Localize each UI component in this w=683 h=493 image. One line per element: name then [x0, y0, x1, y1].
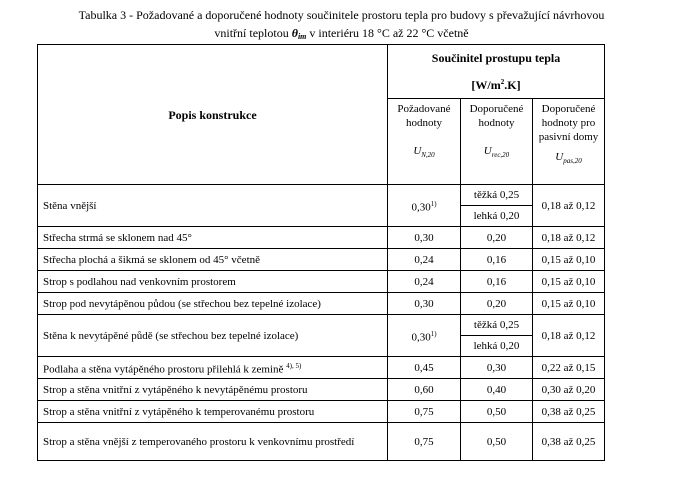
row-passive: 0,38 až 0,25 [533, 423, 605, 461]
row-required: 0,24 [388, 271, 461, 293]
row-passive: 0,18 až 0,12 [533, 227, 605, 249]
footnote-ref: 1) [430, 199, 437, 208]
value-heavy: těžká 0,25 [461, 315, 532, 336]
row-recommended: 0,20 [461, 293, 533, 315]
table-caption [0, 6, 683, 46]
header-row-1 [38, 45, 605, 99]
row-popis: Strop a stěna vnitřní z vytápěného k temperovanému prostoru [38, 401, 388, 423]
row-passive: 0,18 až 0,12 [533, 315, 605, 357]
row-passive: 0,15 až 0,10 [533, 249, 605, 271]
row-required [388, 315, 461, 357]
footnote-ref: 1) [430, 329, 437, 338]
row-recommended: 0,50 [461, 423, 533, 461]
row-popis: Strop pod nevytápěnou půdou (se střechou bez tepelné izolace) [38, 293, 388, 315]
value: 0,30 [411, 201, 431, 214]
row-recommended [461, 315, 533, 357]
row-recommended [461, 185, 533, 227]
table-row [38, 357, 605, 379]
table-row [38, 401, 605, 423]
row-popis: Strop a stěna vnitřní z vytápěného k nevytápěnému prostoru [38, 379, 388, 401]
value-heavy: těžká 0,25 [461, 185, 532, 206]
row-popis: Strop s podlahou nad venkovním prostorem [38, 271, 388, 293]
symbol-u: U [413, 145, 422, 157]
header-group [388, 45, 605, 99]
header-required [388, 99, 461, 185]
theta-subscript: im [297, 32, 307, 41]
table-row [38, 227, 605, 249]
row-recommended: 0,50 [461, 401, 533, 423]
header-passive-symbol [538, 150, 599, 168]
row-recommended: 0,16 [461, 271, 533, 293]
row-required: 0,45 [388, 357, 461, 379]
row-required: 0,75 [388, 423, 461, 461]
value-light: lehká 0,20 [473, 340, 520, 352]
header-recommended-symbol [466, 144, 527, 162]
footnote-ref: 4), 5) [286, 361, 302, 370]
caption-line-2-prefix: vnitřní teplotou [214, 26, 292, 40]
unit-sup: 2 [500, 78, 505, 86]
header-passive [533, 99, 605, 185]
caption-line-1: Tabulka 3 - Požadované a doporučené hodnoty součinitele prostoru tepla pro budovy s převažující návrhovou [78, 8, 605, 22]
header-recommended [461, 99, 533, 185]
row-popis: Střecha plochá a šikmá se sklonem od 45° včetně [38, 249, 388, 271]
caption-line-2-suffix: v interiéru 18 °C až 22 °C včetně [306, 26, 469, 40]
table-row [38, 249, 605, 271]
row-passive: 0,18 až 0,12 [533, 185, 605, 227]
row-required: 0,30 [388, 227, 461, 249]
symbol-u: U [483, 145, 492, 157]
table-row [38, 185, 605, 227]
row-recommended: 0,30 [461, 357, 533, 379]
row-passive: 0,15 až 0,10 [533, 271, 605, 293]
row-recommended: 0,40 [461, 379, 533, 401]
row-passive: 0,30 až 0,20 [533, 379, 605, 401]
value-light: lehká 0,20 [473, 210, 520, 222]
row-popis: Střecha strmá se sklonem nad 45° [38, 227, 388, 249]
row-required: 0,30 [388, 293, 461, 315]
row-popis [38, 357, 388, 379]
symbol-sub: N,20 [421, 151, 435, 160]
header-group-title: Součinitel prostupu tepla [431, 51, 561, 65]
row-recommended: 0,16 [461, 249, 533, 271]
table-row [38, 293, 605, 315]
header-required-label: Požadované hodnoty [397, 103, 451, 129]
table-row [38, 379, 605, 401]
value: 0,30 [411, 331, 431, 344]
symbol-sub: pas,20 [563, 157, 582, 166]
theta-symbol: θ [291, 26, 298, 40]
header-popis: Popis konstrukce [38, 45, 388, 185]
row-required: 0,24 [388, 249, 461, 271]
table-row [38, 315, 605, 357]
row-required [388, 185, 461, 227]
header-recommended-label: Doporučené hodnoty [469, 103, 524, 129]
unit-suffix: .K] [504, 78, 521, 92]
symbol-sub: rec,20 [491, 151, 510, 160]
row-popis: Strop a stěna vnější z temperovaného prostoru k venkovnímu prostředí [38, 423, 388, 461]
header-passive-label: Doporučené hodnoty pro pasivní domy [538, 103, 599, 143]
row-popis: Stěna k nevytápěné půdě (se střechou bez tepelné izolace) [38, 315, 388, 357]
popis-text: Podlaha a stěna vytápěného prostoru přilehlá k zemině [43, 363, 284, 376]
row-recommended: 0,20 [461, 227, 533, 249]
table-row [38, 423, 605, 461]
row-required: 0,75 [388, 401, 461, 423]
symbol-u: U [555, 151, 564, 163]
unit-prefix: [W/m [471, 78, 501, 92]
caption-line-2 [0, 24, 683, 46]
row-passive: 0,22 až 0,15 [533, 357, 605, 379]
row-passive: 0,38 až 0,25 [533, 401, 605, 423]
row-passive: 0,15 až 0,10 [533, 293, 605, 315]
values-table [37, 44, 605, 461]
row-popis: Stěna vnější [38, 185, 388, 227]
table-row [38, 271, 605, 293]
header-group-unit [393, 75, 599, 92]
header-required-symbol [393, 144, 455, 162]
row-required: 0,60 [388, 379, 461, 401]
